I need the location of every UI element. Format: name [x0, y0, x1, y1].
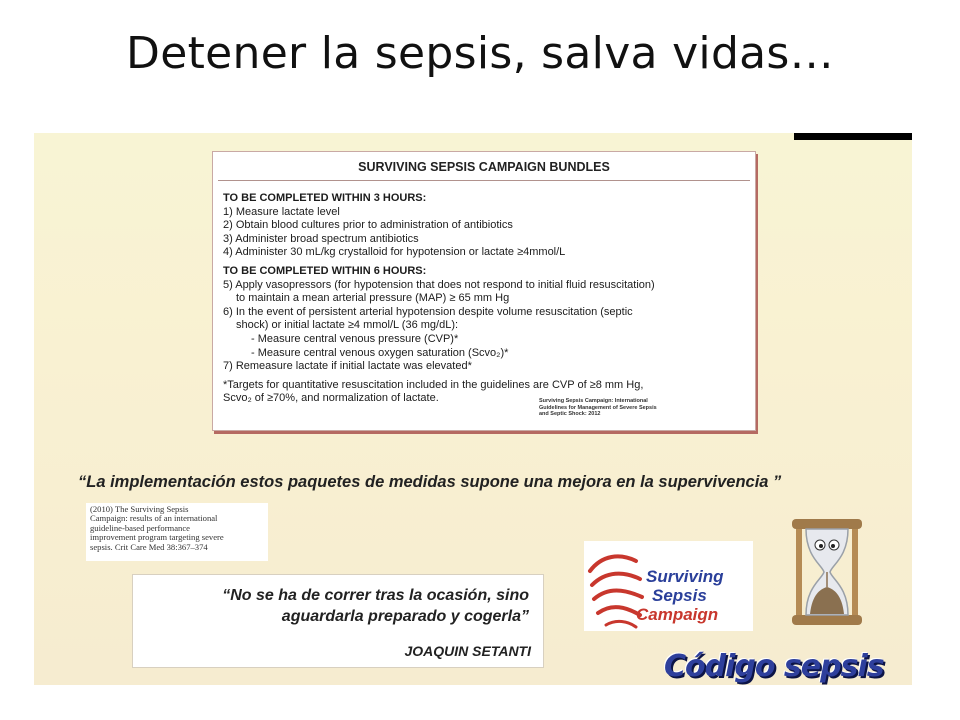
bundle-item: 7) Remeasure lactate if initial lactate was elevated* [223, 360, 472, 373]
hourglass-icon [790, 517, 864, 627]
quote-author: JOAQUIN SETANTI [404, 643, 531, 659]
citation-line: guideline-based performance [90, 522, 190, 533]
bundle-note: Scvo₂ of ≥70%, and normalization of lactate. [223, 392, 439, 405]
bundle-item: 2) Obtain blood cultures prior to administration of antibiotics [223, 219, 513, 232]
implementation-quote: “La implementación estos paquetes de medidas supone una mejora en la supervivencia ” [78, 473, 782, 491]
bundle-note: *Targets for quantitative resuscitation included in the guidelines are CVP of ≥8 mm Hg, [223, 378, 644, 391]
citation-line: improvement program targeting severe [90, 532, 224, 543]
setanti-quote-box [132, 574, 544, 668]
bundle-section-6h: TO BE COMPLETED WITHIN 6 HOURS: [223, 264, 427, 277]
top-bar-accent [794, 133, 912, 140]
setanti-quote: “No se ha de correr tras la ocasión, sino aguardarla preparado y cogerla” [222, 587, 529, 625]
bundle-item: 1) Measure lactate level [223, 205, 340, 218]
citation-box [86, 503, 268, 561]
bundle-item: to maintain a mean arterial pressure (MAP) ≥ 65 mm Hg [236, 292, 510, 305]
bundle-item: - Measure central venous oxygen saturation (Scvo₂)* [251, 346, 509, 359]
bundle-item: 3) Administer broad spectrum antibiotics [223, 232, 419, 245]
bundle-item: 5) Apply vasopressors (for hypotension that does not respond to initial fluid resuscitation) [223, 278, 655, 291]
surviving-sepsis-logo: Surviving Sepsis Campaign [584, 541, 753, 631]
bundle-list [223, 192, 748, 406]
bundle-item: 4) Administer 30 mL/kg crystalloid for hypotension or lactate ≥4mmol/L [223, 246, 566, 259]
citation-line: sepsis. Crit Care Med 38:367–374 [90, 541, 208, 552]
bundle-section-3h: TO BE COMPLETED WITHIN 3 HOURS: [223, 192, 427, 204]
citation-line: Campaign: results of an international [90, 513, 218, 524]
bundle-title: SURVIVING SEPSIS CAMPAIGN BUNDLES [213, 160, 755, 181]
slide-body [34, 133, 912, 685]
bundle-item: 6) In the event of persistent arterial hypotension despite volume resuscitation (septic [223, 305, 633, 318]
bundle-card [212, 151, 756, 431]
slide-title: Detener la sepsis, salva vidas… [126, 28, 834, 79]
bundle-reference: Surviving Sepsis Campaign: International Guidelines for Management of Severe Sepsis and Septic Shock: 2012 [539, 398, 657, 417]
bundle-item: shock) or initial lactate ≥4 mmol/L (36 mg/dL): [236, 319, 459, 332]
codigo-sepsis-logo: Código sepsis [664, 649, 884, 684]
citation-line: (2010) The Surviving Sepsis [90, 504, 189, 514]
bundle-item: - Measure central venous pressure (CVP)* [251, 332, 459, 345]
